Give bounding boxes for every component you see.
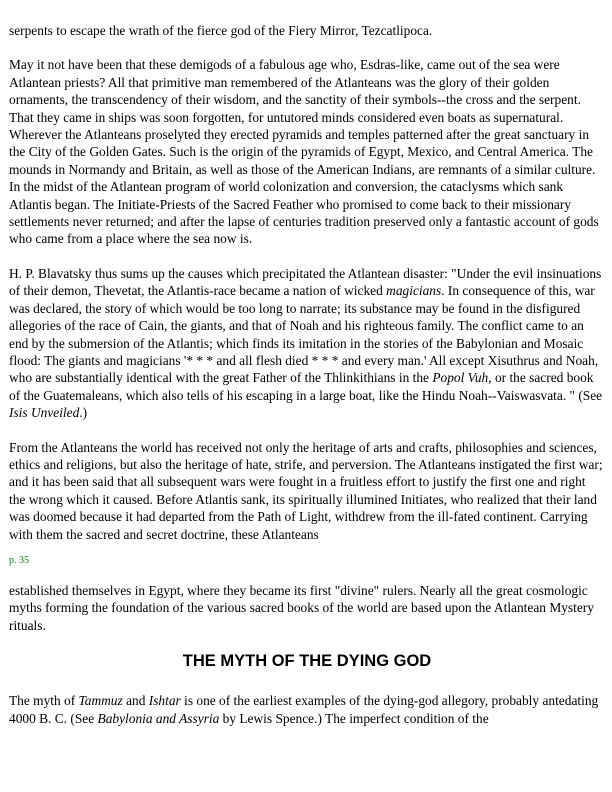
paragraph-blavatsky <box>9 265 605 422</box>
text-run: , or the sacred book of the Guatemaleans, which also tells of his escaping in a large boat, like the Hindu Noah--Vaiswasvata. " (See <box>9 370 603 403</box>
italic-tammuz: Tammuz <box>78 693 123 709</box>
italic-magicians: magicians <box>386 283 442 299</box>
section-heading: THE MYTH OF THE DYING GOD <box>182 652 432 671</box>
text-run: and <box>122 693 149 709</box>
italic-isis-unveiled: Isis Unveiled <box>9 405 80 421</box>
paragraph-heritage: From the Atlanteans the world has received not only the heritage of arts and crafts, philosophies and sciences, ethics and religions, but also the heritage of hate, strife, and perversion. The Atlanteans instigated the first war; and it has been said that all subsequent wars were fought in a fruitless effort to justify the first one and right the wrong which it caused. Before Atlantis sank, its spiritually illumined Initiates, who realized that their land was doomed because it had departed from the Path of Light, withdrew from the ill-fated continent. Carrying with them the sacred and secret doctrine, these Atlanteans <box>9 439 603 542</box>
paragraph-atlantean-priests: May it not have been that these demigods of a fabulous age who, Esdras-like, came out of the sea were Atlantean priests? All that primitive man remembered of the Atlanteans was the glory of their golden ornaments, the transcendency of their wisdom, and the sanctity of their symbols--the cross and the serpent. That they came in ships was soon forgotten, for untutored minds considered even boats as supernatural. Wherever the Atlanteans proselyted they erected pyramids and temples patterned after the great sanctuary in the City of the Golden Gates. Such is the origin of the pyramids of Egypt, Mexico, and Central America. The mounds in Normandy and Britain, as well as those of the American Indians, are remnants of a similar culture. In the midst of the Atlantean program of world colonization and conversion, the cataclysms which sank Atlantis began. The Initiate-Priests of the Sacred Feather who promised to come back to their missionary settlements never returned; and after the lapse of centuries tradition preserved only a fantastic account of gods who came from a place where the sea now is. <box>9 57 599 247</box>
paragraph-tammuz <box>9 692 605 727</box>
italic-babylonia-assyria: Babylonia and Assyria <box>97 710 220 726</box>
text-run: . In consequence of this, war was declared, the story of which would be too long to narrate; its substance may be found in the disfigured allegories of the race of Cain, the giants, and that of Noah and his righteous family. The conflict came to an end by the submersion of the Atlantis; which finds its imitation in the stories of the Babylonian and Mosaic flood: The giants and magicians '* * * and all flesh died * * * and every man.' All except Xisuthrus and Noah, who are substantially identical with the great Father of the Thlinkithians in the <box>9 283 599 386</box>
text-run: H. P. Blavatsky thus sums up the causes which precipitated the Atlantean disaster: "Under the evil insinuations of their demon, Thevetat, the Atlantis-race became a nation of wicked <box>9 265 602 299</box>
italic-popol-vuh: Popol Vuh <box>432 370 489 386</box>
text-run: The myth of <box>9 693 79 709</box>
text-run: is one of the earliest examples of the dying-god allegory, probably antedating 4000 B. C. (See <box>9 693 599 726</box>
paragraph-egypt: established themselves in Egypt, where they became its first "divine" rulers. Nearly all the great cosmologic myths forming the foundation of the various sacred books of the world are based upon the Atlantean Mystery rituals. <box>9 582 594 633</box>
text-run: .) <box>79 405 88 421</box>
paragraph-serpents: serpents to escape the wrath of the fierce god of the Fiery Mirror, Tezcatlipoca. <box>9 23 433 38</box>
page-number-text: p. 35 <box>9 554 29 566</box>
text-run: by Lewis Spence.) The imperfect condition of the <box>219 710 489 726</box>
page-number <box>9 555 605 567</box>
italic-ishtar: Ishtar <box>148 693 181 709</box>
document-page <box>9 22 605 744</box>
